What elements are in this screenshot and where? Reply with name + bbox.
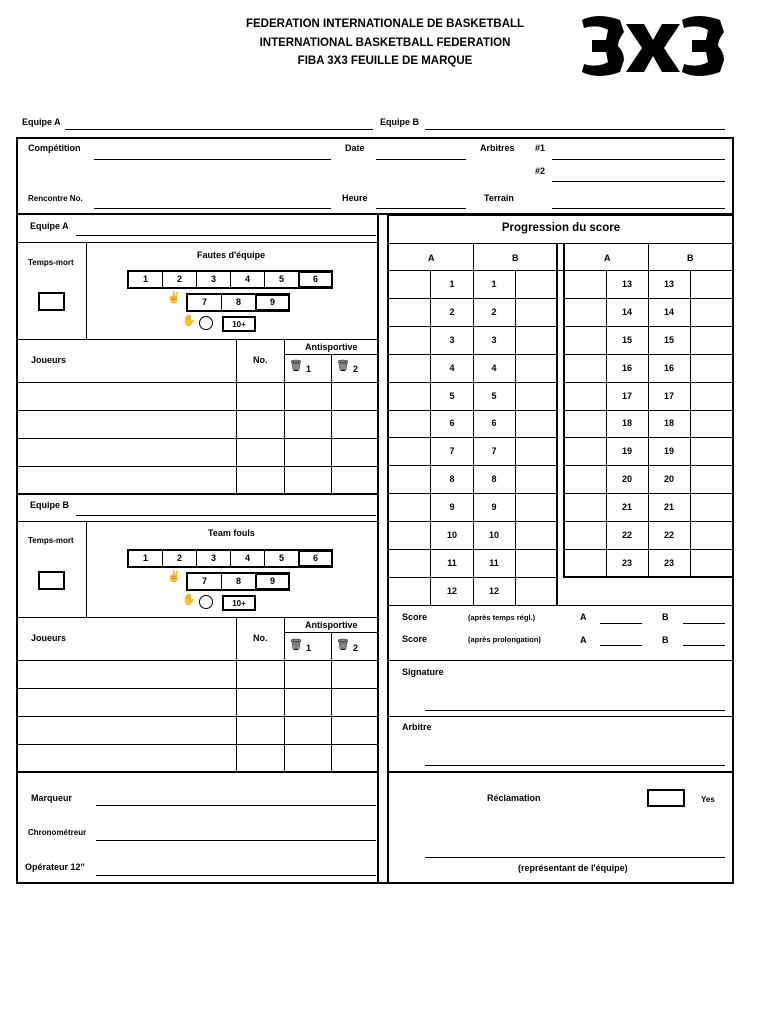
section-b-foul-2[interactable]: 2 (162, 550, 197, 567)
signature-field[interactable] (425, 710, 725, 711)
score-row-line (564, 354, 734, 355)
score-col-b2: B (687, 253, 694, 263)
score-left-b-11[interactable]: 11 (489, 558, 499, 568)
header-line-2: INTERNATIONAL BASKETBALL FEDERATION (259, 37, 511, 49)
score-row-line (564, 382, 734, 383)
score-left-b-2[interactable]: 2 (491, 307, 497, 317)
representant-label: (représentant de l'équipe) (518, 863, 628, 873)
section-a-players-label: Joueurs (31, 355, 67, 365)
score-row-line (564, 326, 734, 327)
section-b-foul-9[interactable]: 9 (255, 573, 290, 590)
score-col-a2: A (604, 253, 611, 263)
score-col (606, 270, 607, 577)
section-a-v (86, 242, 87, 339)
score-row-line (564, 437, 734, 438)
col (331, 354, 332, 494)
row (16, 493, 377, 495)
reclamation-label: Réclamation (487, 793, 541, 803)
score-title-line (388, 243, 734, 244)
score-title: Progression du score (501, 222, 621, 234)
reclamation-checkbox[interactable] (647, 789, 685, 807)
score-row-line (564, 493, 734, 494)
middle-divider-1 (377, 214, 379, 883)
score2-a: A (580, 635, 587, 645)
section-b-foul-3[interactable]: 3 (196, 550, 231, 567)
section-a-foul-7[interactable]: 7 (187, 294, 222, 311)
arbitres-label: Arbitres (480, 143, 515, 153)
bin-icon: 🗑 (289, 360, 303, 372)
section-b-timeout-box[interactable] (38, 571, 65, 590)
row (16, 466, 377, 467)
score-left-b-6[interactable]: 6 (491, 418, 497, 428)
score-right-a-15[interactable]: 15 (621, 335, 632, 345)
operateur-label: Opérateur 12'' (25, 862, 85, 872)
score-right-b-16[interactable]: 16 (663, 363, 674, 373)
final-divider (388, 660, 734, 661)
date-label: Date (345, 143, 365, 153)
score1-b: B (662, 612, 669, 622)
score2-b-field[interactable] (683, 645, 725, 646)
col (236, 339, 237, 494)
arbitre-label: Arbitre (402, 722, 432, 732)
score-col-a: A (428, 253, 435, 263)
score-left-b-10[interactable]: 10 (488, 530, 499, 540)
section-a-timeout-label: Temps-mort (28, 258, 74, 267)
score2-b: B (662, 635, 669, 645)
heure-label: Heure (342, 193, 368, 203)
section-b-foul-8[interactable]: 8 (221, 573, 256, 590)
score-row-line (388, 465, 556, 466)
score-left-a-5[interactable]: 5 (449, 391, 455, 401)
section-b-foul-5[interactable]: 5 (264, 550, 299, 567)
row (16, 660, 377, 661)
score-right-a-17[interactable]: 17 (621, 391, 632, 401)
section-a-foul-3[interactable]: 3 (196, 271, 231, 288)
terrain-label: Terrain (484, 193, 514, 203)
score-left-a-7[interactable]: 7 (449, 446, 455, 456)
section-a-no-label: No. (253, 355, 268, 365)
score-row-line (388, 354, 556, 355)
score-right-b-21[interactable]: 21 (663, 502, 674, 512)
row (16, 438, 377, 439)
section-b-timeout-label: Temps-mort (28, 536, 74, 545)
arbitre-field[interactable] (425, 765, 725, 766)
section-b-team-field[interactable] (76, 515, 376, 516)
section-b-u2: 2 (353, 643, 359, 653)
score-row-line (564, 410, 734, 411)
score-right-b-14[interactable]: 14 (663, 307, 674, 317)
hand-ball-icon: ✋ (182, 315, 196, 327)
score-left-a-8[interactable]: 8 (449, 474, 455, 484)
ball-icon (199, 316, 213, 330)
ref1-field[interactable] (552, 159, 725, 160)
score-left-b-1[interactable]: 1 (491, 279, 497, 289)
score-row-line (564, 549, 734, 550)
row (16, 688, 377, 689)
team-a-label: Equipe A (22, 117, 61, 127)
rencontre-field[interactable] (94, 208, 331, 209)
ref2-label: #2 (535, 166, 546, 176)
score-row-line (564, 521, 734, 522)
col (284, 617, 285, 772)
section-b-top (16, 521, 377, 522)
score-right-b-18[interactable]: 18 (663, 418, 674, 428)
score-left-a-6[interactable]: 6 (449, 418, 455, 428)
score-left-a-9[interactable]: 9 (449, 502, 455, 512)
score2-a-field[interactable] (600, 645, 642, 646)
score-col (690, 270, 691, 577)
section-a-foul-5[interactable]: 5 (264, 271, 299, 288)
bin-icon: 🗑 (336, 639, 350, 651)
score-right-b-17[interactable]: 17 (663, 391, 674, 401)
chrono-label: Chronométreur (28, 828, 87, 837)
bin-icon: 🗑 (289, 639, 303, 651)
score-left-a-10[interactable]: 10 (446, 530, 457, 540)
marqueur-label: Marqueur (31, 793, 73, 803)
section-a-foul-2[interactable]: 2 (162, 271, 197, 288)
row (16, 771, 377, 773)
section-b-foul-10plus[interactable]: 10+ (222, 595, 256, 611)
ball-icon (199, 595, 213, 609)
section-a-foul-6[interactable]: 6 (298, 271, 333, 288)
score-right-b-13[interactable]: 13 (663, 279, 674, 289)
score-right-a-21[interactable]: 21 (621, 502, 632, 512)
section-a-foul-10plus[interactable]: 10+ (222, 316, 256, 332)
score-left-b-4[interactable]: 4 (491, 363, 497, 373)
score1-label: Score (402, 612, 428, 622)
section-b-team-label: Equipe B (30, 500, 70, 510)
section-b-foul-4[interactable]: 4 (230, 550, 265, 567)
ref1-label: #1 (535, 143, 546, 153)
score-row-line (388, 298, 556, 299)
score1-a: A (580, 612, 587, 622)
score-right-a-16[interactable]: 16 (621, 363, 632, 373)
section-b-fouls-bottom (16, 617, 377, 618)
section-a-foul-9[interactable]: 9 (255, 294, 290, 311)
section-b-antisportive-label: Antisportive (305, 620, 358, 630)
score-row-line (388, 326, 556, 327)
bin-icon: 🗑 (336, 360, 350, 372)
score-row-line (388, 577, 556, 578)
score-right-b-20[interactable]: 20 (663, 474, 674, 484)
score-left-b-9[interactable]: 9 (491, 502, 497, 512)
score-left-a-11[interactable]: 11 (447, 558, 457, 568)
score-col-b: B (512, 253, 519, 263)
score-right-a-18[interactable]: 18 (621, 418, 632, 428)
ref2-field[interactable] (552, 181, 725, 182)
score-right-b-22[interactable]: 22 (663, 530, 674, 540)
score-left-a-4[interactable]: 4 (449, 363, 455, 373)
team-a-field[interactable] (65, 129, 373, 130)
signature-label: Signature (402, 667, 444, 677)
score-left-b-7[interactable]: 7 (491, 446, 497, 456)
score-right-b-19[interactable]: 19 (663, 446, 674, 456)
section-b-players-label: Joueurs (31, 633, 67, 643)
yes-label: Yes (701, 795, 715, 804)
representant-field[interactable] (425, 857, 725, 858)
score-right-b-15[interactable]: 15 (663, 335, 674, 345)
chrono-field[interactable] (96, 840, 376, 841)
date-field[interactable] (376, 159, 466, 160)
marqueur-field[interactable] (96, 805, 376, 806)
score-right-a-20[interactable]: 20 (621, 474, 632, 484)
score-col (430, 270, 431, 606)
score-right-b-23[interactable]: 23 (663, 558, 674, 568)
score-left-a-1[interactable]: 1 (449, 279, 455, 289)
score-col (515, 270, 516, 606)
score-left-a-2[interactable]: 2 (449, 307, 455, 317)
hand-two-icon: ✌ (167, 292, 181, 304)
score-left-a-3[interactable]: 3 (449, 335, 455, 345)
score-row-line (388, 549, 556, 550)
section-a-fouls-title: Fautes d'équipe (197, 250, 266, 260)
score-row-line (388, 493, 556, 494)
section-a-foul-1[interactable]: 1 (128, 271, 163, 288)
section-a-u2: 2 (353, 364, 359, 374)
section-a-foul-8[interactable]: 8 (221, 294, 256, 311)
score-row-line (388, 410, 556, 411)
score-right-a-22[interactable]: 22 (621, 530, 632, 540)
section-a-top (16, 242, 377, 243)
score-head-line (388, 270, 734, 271)
section-a-u1: 1 (306, 364, 312, 374)
col (236, 617, 237, 772)
section-a-foul-4[interactable]: 4 (230, 271, 265, 288)
section-b-foul-6[interactable]: 6 (298, 550, 333, 567)
section-b-v (86, 521, 87, 617)
score-row-line (564, 298, 734, 299)
score-right-a-14[interactable]: 14 (621, 307, 632, 317)
competition-label: Compétition (28, 143, 81, 153)
row (16, 382, 377, 383)
score-row-line (388, 521, 556, 522)
section-b-fouls-title: Team fouls (208, 528, 255, 538)
hand-ball-icon: ✋ (182, 594, 196, 606)
row (16, 744, 377, 745)
score2-note: (après prolongation) (468, 635, 541, 644)
score-left-b-8[interactable]: 8 (491, 474, 497, 484)
score-right-a-19[interactable]: 19 (621, 446, 632, 456)
col (331, 632, 332, 772)
score-right-bottom (563, 576, 734, 578)
score1-note: (après temps régl.) (468, 613, 536, 622)
logo-3x3 (578, 14, 728, 78)
operateur-field[interactable] (96, 875, 376, 876)
score1-b-field[interactable] (683, 623, 725, 624)
signature-divider (388, 716, 734, 717)
section-b-foul-7[interactable]: 7 (187, 573, 222, 590)
section-b-u1: 1 (306, 643, 312, 653)
section-b-foul-1[interactable]: 1 (128, 550, 163, 567)
heure-field[interactable] (376, 208, 466, 209)
score-row-line (388, 437, 556, 438)
score-left-a-12[interactable]: 12 (446, 586, 457, 596)
score-row-line (564, 465, 734, 466)
section-a-antisportive-label: Antisportive (305, 342, 358, 352)
score-col (556, 243, 558, 606)
score-left-b-3[interactable]: 3 (491, 335, 497, 345)
section-a-timeout-box[interactable] (38, 292, 65, 311)
row (16, 410, 377, 411)
hand-two-icon: ✌ (167, 571, 181, 583)
score-row-line (388, 382, 556, 383)
col (284, 339, 285, 494)
row (16, 716, 377, 717)
competition-field[interactable] (94, 159, 331, 160)
section-b-no-label: No. (253, 633, 268, 643)
section-a-fouls-bottom (16, 339, 377, 340)
section-a-team-label: Equipe A (30, 221, 69, 231)
arbitre-divider (388, 771, 734, 773)
score-right-a-23[interactable]: 23 (621, 558, 632, 568)
team-b-label: Equipe B (380, 117, 420, 127)
header-line-3: FIBA 3X3 FEUILLE DE MARQUE (297, 55, 473, 67)
score2-label: Score (402, 634, 428, 644)
section-a-team-field[interactable] (76, 235, 376, 236)
terrain-field[interactable] (552, 208, 725, 209)
score-right-a-13[interactable]: 13 (621, 279, 632, 289)
team-b-field[interactable] (425, 129, 725, 130)
score1-a-field[interactable] (600, 623, 642, 624)
header-line-1: FEDERATION INTERNATIONALE DE BASKETBALL (245, 18, 525, 30)
score-left-b-5[interactable]: 5 (491, 391, 497, 401)
rencontre-label: Rencontre No. (28, 194, 83, 203)
score-left-b-12[interactable]: 12 (488, 586, 499, 596)
